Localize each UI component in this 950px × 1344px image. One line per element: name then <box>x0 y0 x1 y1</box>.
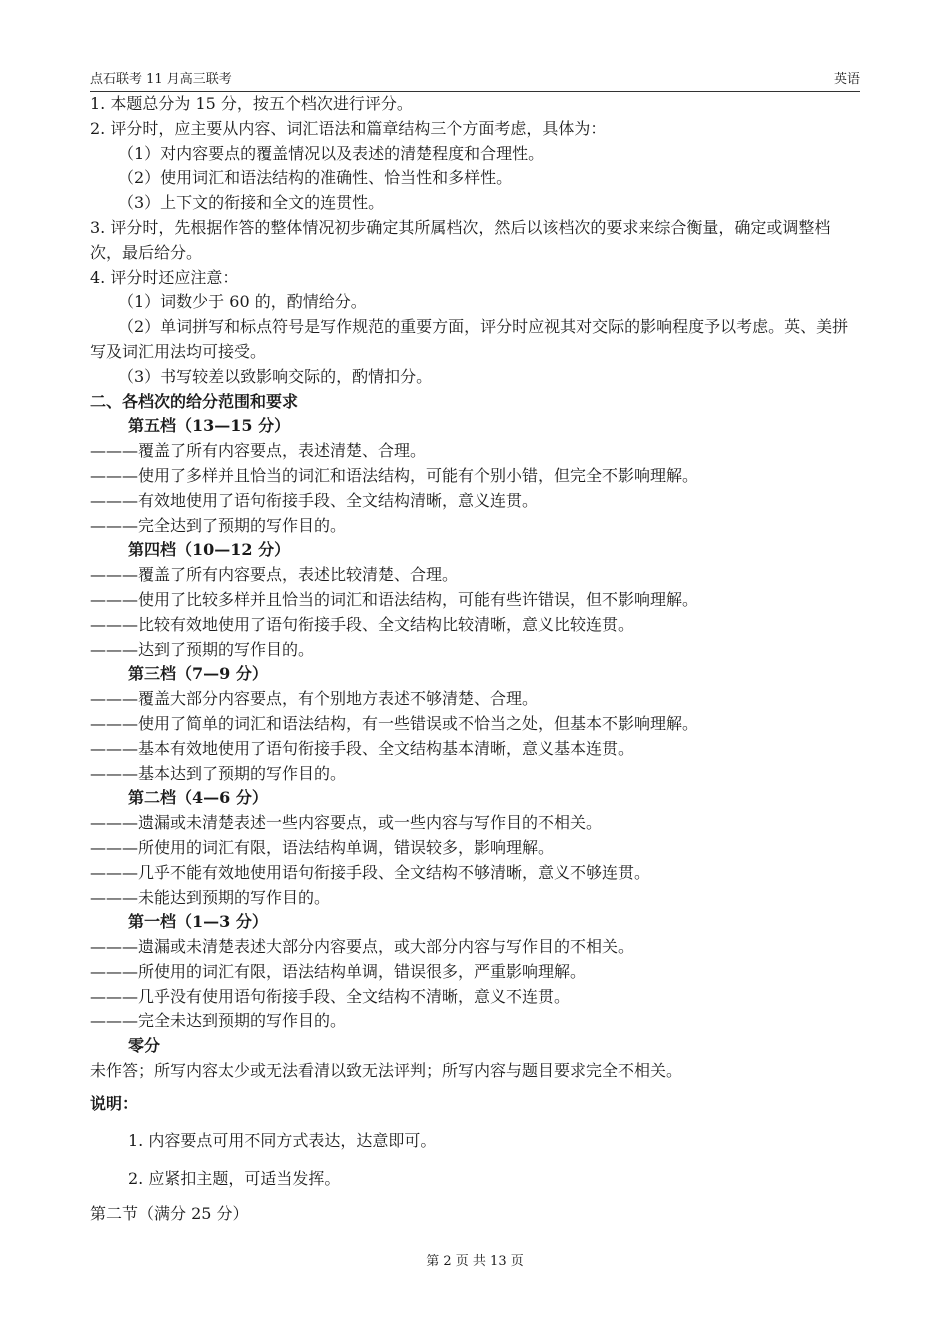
header-exam-title: 点石联考 11 月高三联考 <box>90 72 232 87</box>
rule-1: 1. 本题总分为 15 分，按五个档次进行评分。 <box>90 94 413 113</box>
tier-bullet: ———使用了多样并且恰当的词汇和语法结构，可能有个别小错，但完全不影响理解。 <box>90 465 699 485</box>
tier-bullet: ———使用了比较多样并且恰当的词汇和语法结构，可能有些许错误，但不影响理解。 <box>90 589 699 609</box>
tier-bullet: ———遗漏或未清楚表述大部分内容要点，或大部分内容与写作目的不相关。 <box>90 937 635 957</box>
tier-bullet: ———完全未达到预期的写作目的。 <box>90 1011 347 1031</box>
tier-title: 第五档（13—15 分） <box>128 416 291 436</box>
tier-title: 第三档（7—9 分） <box>128 664 268 684</box>
note-item: 1. 内容要点可用不同方式表达，达意即可。 <box>128 1130 437 1150</box>
rule-2-item: （2）使用词汇和语法结构的准确性、恰当性和多样性。 <box>118 168 513 188</box>
tier-title: 第一档（1—3 分） <box>128 912 268 932</box>
rule-4: 4. 评分时还应注意： <box>90 267 239 287</box>
rule-3: 3. 评分时，先根据作答的整体情况初步确定其所属档次，然后以该档次的要求来综合衡量，确定或调整档次，最后给分。 <box>90 217 831 262</box>
tier-bullet: ———未能达到预期的写作目的。 <box>90 887 331 907</box>
tier-bullet: ———比较有效地使用了语句衔接手段、全文结构比较清晰，意义比较连贯。 <box>90 614 635 634</box>
tier-bullet: ———基本有效地使用了语句衔接手段、全文结构基本清晰，意义基本连贯。 <box>90 738 635 758</box>
scoring-content <box>90 92 860 1227</box>
tier-bullet: ———达到了预期的写作目的。 <box>90 639 315 659</box>
tier-bullet: ———覆盖了所有内容要点，表述清楚、合理。 <box>90 441 427 461</box>
section-title: 二、各档次的给分范围和要求 <box>90 391 299 411</box>
tier-title: 第二档（4—6 分） <box>128 788 268 808</box>
tier-bullet: ———基本达到了预期的写作目的。 <box>90 763 347 783</box>
rule-2: 2. 评分时，应主要从内容、词汇语法和篇章结构三个方面考虑，具体为： <box>90 118 607 138</box>
rule-2-item: （3）上下文的衔接和全文的连贯性。 <box>118 193 385 213</box>
zero-score-title: 零分 <box>128 1036 161 1056</box>
tier-bullet: ———所使用的词汇有限，语法结构单调，错误较多，影响理解。 <box>90 837 555 857</box>
tier-bullet: ———覆盖了所有内容要点，表述比较清楚、合理。 <box>90 565 459 585</box>
zero-score-text: 未作答；所写内容太少或无法看清以致无法评判；所写内容与题目要求完全不相关。 <box>90 1061 683 1081</box>
tier-bullet: ———完全达到了预期的写作目的。 <box>90 515 347 535</box>
tier-bullet: ———使用了简单的词汇和语法结构，有一些错误或不恰当之处，但基本不影响理解。 <box>90 713 699 733</box>
section-2-title: 第二节（满分 25 分） <box>90 1204 249 1224</box>
note-item: 2. 应紧扣主题，可适当发挥。 <box>128 1169 341 1189</box>
tier-bullet: ———几乎不能有效地使用语句衔接手段、全文结构不够清晰，意义不够连贯。 <box>90 862 651 882</box>
header-subject: 英语 <box>833 72 860 87</box>
rule-4-item: （1）词数少于 60 的，酌情给分。 <box>118 292 367 312</box>
tier-bullet: ———有效地使用了语句衔接手段、全文结构清晰，意义连贯。 <box>90 490 539 510</box>
tier-bullet: ———所使用的词汇有限，语法结构单调，错误很多，严重影响理解。 <box>90 961 587 981</box>
tier-bullet: ———遗漏或未清楚表述一些内容要点，或一些内容与写作目的不相关。 <box>90 813 603 833</box>
page-header <box>90 71 860 92</box>
tier-title: 第四档（10—12 分） <box>128 540 291 560</box>
tier-bullet: ———几乎没有使用语句衔接手段、全文结构不清晰，意义不连贯。 <box>90 986 571 1006</box>
notes-title: 说明： <box>90 1093 139 1113</box>
rule-2-item: （1）对内容要点的覆盖情况以及表述的清楚程度和合理性。 <box>118 143 545 163</box>
rule-4-item: （2）单词拼写和标点符号是写作规范的重要方面，评分时应视其对交际的影响程度予以考虑。英、美拼写及词汇用法均可接受。 <box>90 317 849 361</box>
page-footer: 第 2 页 共 13 页 <box>426 1254 524 1269</box>
rule-4-item: （3）书写较差以致影响交际的，酌情扣分。 <box>118 366 433 386</box>
tier-bullet: ———覆盖大部分内容要点，有个别地方表述不够清楚、合理。 <box>90 689 539 709</box>
